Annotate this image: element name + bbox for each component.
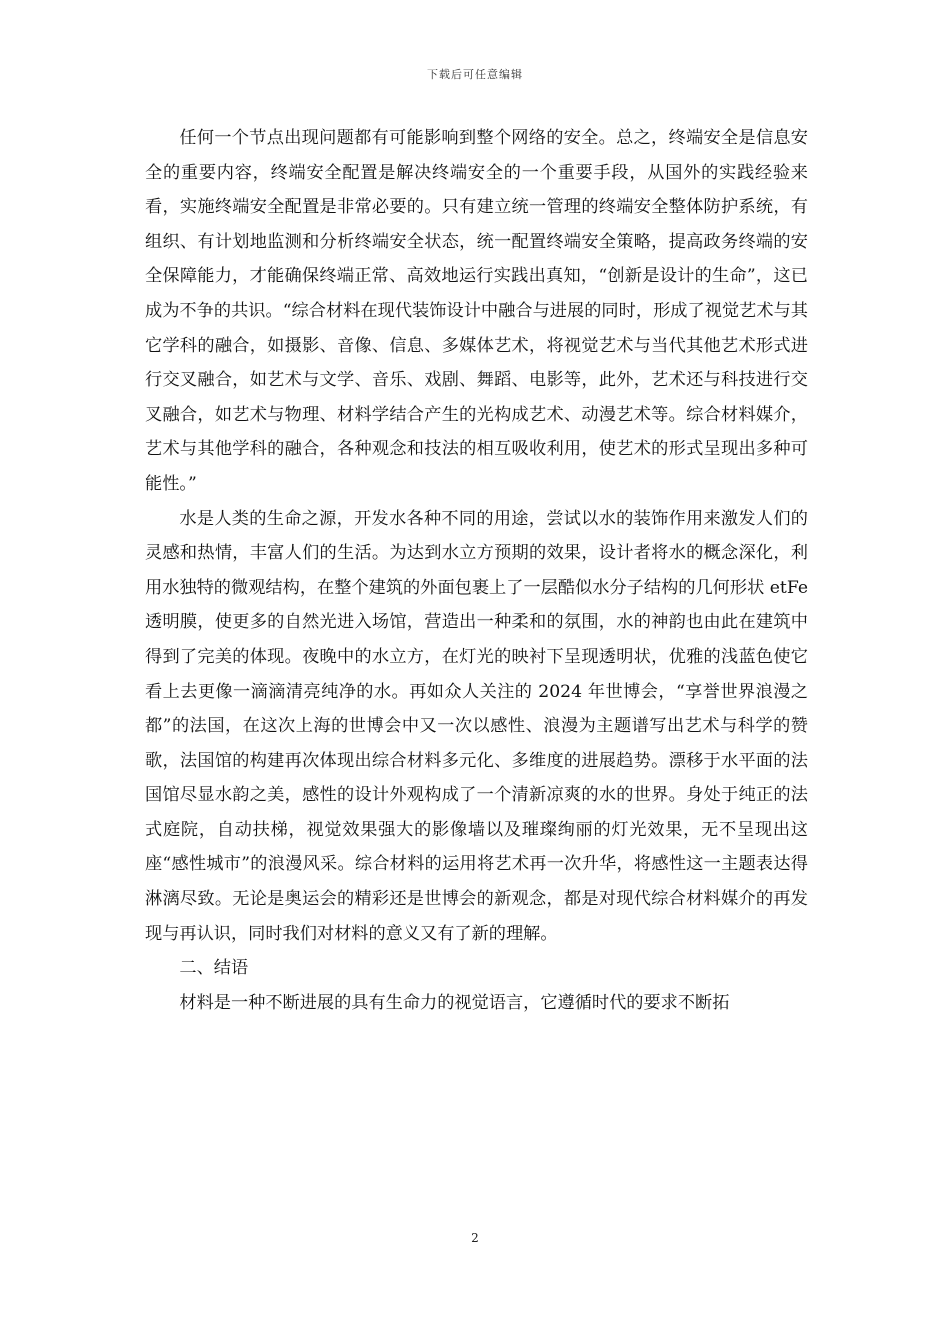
body-paragraph: 任何一个节点出现问题都有可能影响到整个网络的安全。总之，终端安全是信息安全的重要内容，终端安全配置是解决终端安全的一个重要手段，从国外的实践经验来看，实施终端安全配置是非常必要的。只有建立统一管理的终端安全整体防护系统，有组织、有计划地监测和分析终端安全状态，统一配置终端安全策略，提高政务终端的安全保障能力，才能确保终端正常、高效地运行实践出真知，“创新是设计的生命”，这已成为不争的共识。“综合材料在现代装饰设计中融合与进展的同时，形成了视觉艺术与其它学科的融合，如摄影、音像、信息、多媒体艺术，将视觉艺术与当代其他艺术形式进行交叉融合，如艺术与文学、音乐、戏剧、舞蹈、电影等，此外，艺术还与科技进行交叉融合，如艺术与物理、材料学结合产生的光构成艺术、动漫艺术等。综合材料媒介，艺术与其他学科的融合，各种观念和技法的相互吸收利用，使艺术的形式呈现出多种可能性。” [145, 128, 808, 494]
section-heading: 二、结语 [179, 958, 249, 979]
document-body [145, 121, 808, 1020]
body-paragraph: 水是人类的生命之源，开发水各种不同的用途，尝试以水的装饰作用来激发人们的灵感和热情，丰富人们的生活。为达到水立方预期的效果，设计者将水的概念深化，利用水独特的微观结构，在整个建筑的外面包裹上了一层酷似水分子结构的几何形状 etFe 透明膜，使更多的自然光进入场馆，营造出一种柔和的氛围，水的神韵也由此在建筑中得到了完美的体现。夜晚中的水立方，在灯光的映衬下呈现透明状，优雅的浅蓝色使它看上去更像一滴滴清亮纯净的水。再如众人关注的 2024 年世博会，“享誉世界浪漫之都”的法国，在这次上海的世博会中又一次以感性、浪漫为主题谱写出艺术与科学的赞歌，法国馆的构建再次体现出综合材料多元化、多维度的进展趋势。漂移于水平面的法国馆尽显水韵之美，感性的设计外观构成了一个清新凉爽的水的世界。身处于纯正的法式庭院，自动扶梯，视觉效果强大的影像墙以及璀璨绚丽的灯光效果，无不呈现出这座“感性城市”的浪漫风采。综合材料的运用将艺术再一次升华，将感性这一主题表达得淋漓尽致。无论是奥运会的精彩还是世博会的新观念，都是对现代综合材料媒介的再发现与再认识，同时我们对材料的意义又有了新的理解。 [145, 508, 808, 944]
body-paragraph: 材料是一种不断进展的具有生命力的视觉语言，它遵循时代的要求不断拓 [179, 992, 730, 1013]
page-header-note: 下载后可任意编辑 [427, 68, 523, 81]
page-number: 2 [471, 1231, 479, 1245]
